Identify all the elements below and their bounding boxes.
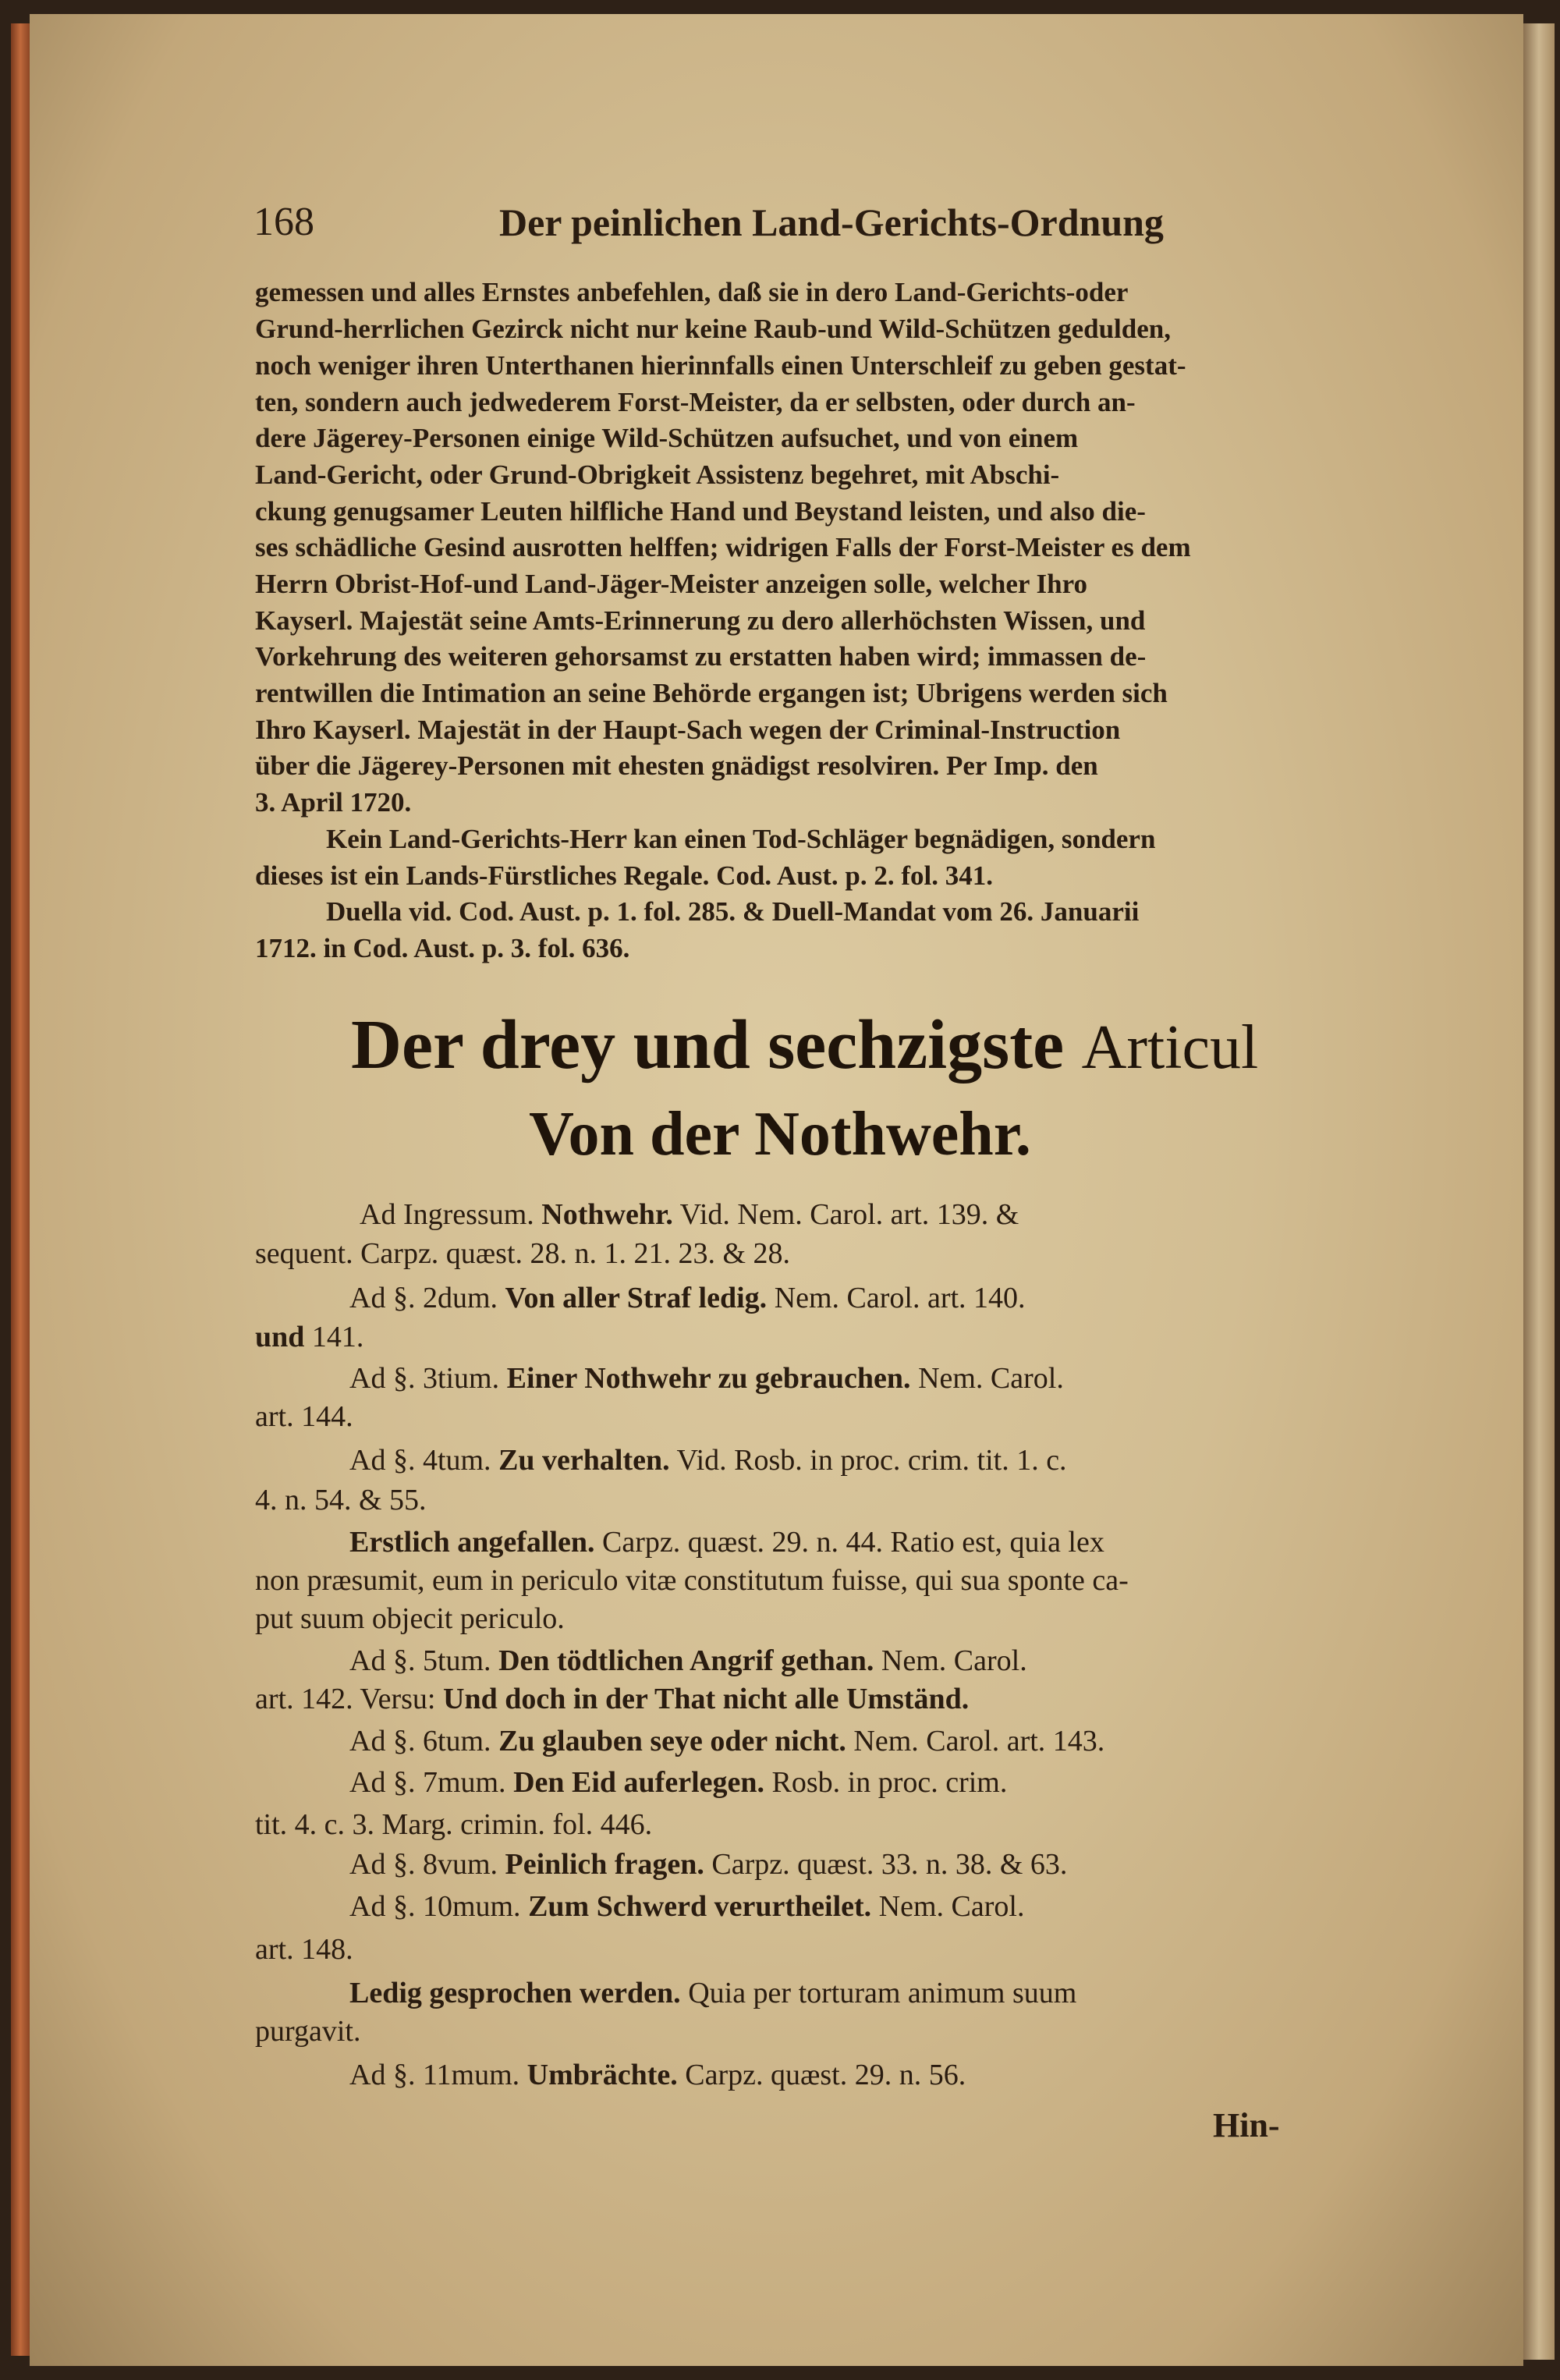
entry-reference: Ad §. 6tum. — [349, 1725, 491, 1758]
entry-line — [349, 1723, 1360, 1759]
entry-keyword: Den tödtlichen Angrif gethan. — [498, 1644, 874, 1677]
body-line: rentwillen die Intimation an seine Behörde ergangen ist; Ubrigens werden sich — [255, 678, 1168, 708]
running-head: Der peinlichen Land-Gerichts-Ordnung — [499, 200, 1164, 244]
body-line: gemessen und alles Ernstes anbefehlen, daß sie in dero Land-Gerichts-oder — [255, 277, 1129, 307]
body-line: über die Jägerey-Personen mit ehesten gnädigst resolviren. Per Imp. den — [255, 750, 1098, 781]
entry-line — [349, 1889, 1360, 1924]
entry-reference: Ad §. 8vum. — [349, 1848, 498, 1881]
entry-keyword: Ledig gesprochen werden. — [349, 1977, 681, 2009]
body-line: Land-Gericht, oder Grund-Obrigkeit Assistenz begehret, mit Abschi- — [255, 459, 1060, 490]
entry-citation: 141. — [311, 1321, 364, 1353]
entry-citation: Nem. Carol. — [918, 1362, 1064, 1395]
body-line: Duella vid. Cod. Aust. p. 1. fol. 285. & Duell-Mandat vom 26. Januarii — [326, 896, 1140, 927]
entry-reference: Ad §. 7mum. — [349, 1766, 506, 1799]
entry-line — [255, 1807, 1360, 1843]
entry-citation: purgavit. — [255, 2015, 361, 2048]
entry-keyword: Den Eid auferlegen. — [513, 1766, 764, 1799]
body-line: Vorkehrung des weiteren gehorsamst zu erstatten haben wird; immassen de- — [255, 641, 1147, 672]
entry-reference: Ad §. 5tum. — [349, 1644, 491, 1677]
article-title-german: Der drey und sechzigste — [351, 1006, 1065, 1084]
entry-citation: Carpz. quæst. 29. n. 44. Ratio est, quia lex — [602, 1526, 1104, 1559]
entry-line — [349, 1442, 1360, 1478]
body-line: Grund-herrlichen Gezirck nicht nur keine Raub-und Wild-Schützen gedulden, — [255, 314, 1171, 344]
entry-line — [349, 1975, 1360, 2011]
entry-line — [360, 1197, 1360, 1233]
body-line: dieses ist ein Lands-Fürstliches Regale. Cod. Aust. p. 2. fol. 341. — [255, 860, 994, 891]
entry-reference: Ad Ingressum. — [360, 1198, 534, 1231]
body-line: 1712. in Cod. Aust. p. 3. fol. 636. — [255, 933, 630, 963]
entry-keyword: Einer Nothwehr zu gebrauchen. — [506, 1362, 911, 1395]
body-line: dere Jägerey-Personen einige Wild-Schützen aufsuchet, und von einem — [255, 423, 1079, 453]
body-line: ckung genugsamer Leuten hilfliche Hand und Beystand leisten, und also die- — [255, 496, 1146, 527]
entry-line — [255, 1319, 1360, 1355]
body-line: Herrn Obrist-Hof-und Land-Jäger-Meister anzeigen solle, welcher Ihro — [255, 569, 1088, 599]
entry-reference: Ad §. 3tium. — [349, 1362, 500, 1395]
entry-citation: art. 148. — [255, 1933, 353, 1966]
entry-line — [349, 2057, 1360, 2093]
article-subtitle: Von der Nothwehr. — [529, 1100, 1031, 1169]
entry-citation: Nem. Carol. art. 140. — [774, 1282, 1026, 1314]
entry-line — [255, 2013, 1360, 2049]
entry-line — [255, 1399, 1360, 1435]
book-spine-edge — [11, 23, 30, 2356]
entry-citation: put suum objecit periculo. — [255, 1602, 565, 1635]
entry-citation: 4. n. 54. & 55. — [255, 1484, 427, 1516]
entry-reference: Ad §. 4tum. — [349, 1444, 491, 1477]
body-line: Ihro Kayserl. Majestät in der Haupt-Sach wegen der Criminal-Instruction — [255, 715, 1121, 745]
body-line: noch weniger ihren Unterthanen hierinnfalls einen Unterschleif zu geben gestat- — [255, 350, 1186, 381]
entry-line — [349, 1280, 1360, 1316]
body-line: Kein Land-Gerichts-Herr kan einen Tod-Schläger begnädigen, sondern — [326, 824, 1156, 854]
entry-keyword: Peinlich fragen. — [505, 1848, 704, 1881]
entry-keyword: Und doch in der That nicht alle Umständ. — [443, 1683, 970, 1715]
catchword: Hin- — [1213, 2106, 1280, 2144]
entry-citation: Carpz. quæst. 33. n. 38. & 63. — [711, 1848, 1068, 1881]
entry-line — [349, 1360, 1360, 1396]
entry-citation: Carpz. quæst. 29. n. 56. — [685, 2059, 966, 2091]
entry-citation: Vid. Rosb. in proc. crim. tit. 1. c. — [676, 1444, 1067, 1477]
body-line: ses schädliche Gesind ausrotten helffen; widrigen Falls der Forst-Meister es dem — [255, 532, 1191, 562]
entry-reference: Ad §. 2dum. — [349, 1282, 498, 1314]
entry-citation: Nem. Carol. art. 143. — [853, 1725, 1105, 1758]
page-number: 168 — [254, 200, 314, 244]
entry-reference: Ad §. 10mum. — [349, 1890, 521, 1923]
entry-line — [349, 1643, 1360, 1679]
entry-reference: art. 142. Versu: — [255, 1683, 436, 1715]
entry-keyword: Nothwehr. — [541, 1198, 673, 1231]
entry-keyword: Zum Schwerd verurtheilet. — [528, 1890, 872, 1923]
entry-keyword: Von aller Straf ledig. — [505, 1282, 768, 1314]
entry-citation: Nem. Carol. — [878, 1890, 1025, 1923]
body-line: ten, sondern auch jedwederem Forst-Meister, da er selbsten, oder durch an- — [255, 387, 1136, 417]
entry-keyword: Zu glauben seye oder nicht. — [498, 1725, 846, 1758]
entry-citation: tit. 4. c. 3. Marg. crimin. fol. 446. — [255, 1808, 653, 1841]
entry-citation: art. 144. — [255, 1400, 353, 1433]
body-line: 3. April 1720. — [255, 787, 412, 818]
entry-citation: sequent. Carpz. quæst. 28. n. 1. 21. 23. & 28. — [255, 1237, 791, 1270]
body-line: Kayserl. Majestät seine Amts-Erinnerung zu dero allerhöchsten Wissen, und — [255, 605, 1146, 636]
entry-reference: Ad §. 11mum. — [349, 2059, 520, 2091]
entry-line — [255, 1681, 1360, 1717]
entry-line — [255, 1931, 1360, 1967]
entry-line — [349, 1524, 1360, 1560]
article-title — [351, 1006, 1259, 1087]
entry-citation: non præsumit, eum in periculo vitæ constitutum fuisse, qui sua sponte ca- — [255, 1564, 1129, 1597]
entry-keyword: Zu verhalten. — [498, 1444, 670, 1477]
entry-keyword: Umbrächte. — [526, 2059, 678, 2091]
entry-line — [349, 1765, 1360, 1800]
entry-line — [349, 1846, 1360, 1882]
entry-line — [255, 1601, 1360, 1637]
entry-keyword: Erstlich angefallen. — [349, 1526, 595, 1559]
article-title-latin: Articul — [1081, 1013, 1259, 1082]
entry-line — [255, 1236, 1360, 1272]
entry-line — [255, 1562, 1360, 1598]
entry-citation: Rosb. in proc. crim. — [771, 1766, 1008, 1799]
entry-citation: Quia per torturam animum suum — [688, 1977, 1077, 2009]
entry-keyword: und — [255, 1321, 305, 1353]
entry-citation: Nem. Carol. — [881, 1644, 1027, 1677]
next-page-edge — [1523, 23, 1555, 2360]
entry-line — [255, 1482, 1360, 1518]
entry-citation: Vid. Nem. Carol. art. 139. & — [679, 1198, 1019, 1231]
